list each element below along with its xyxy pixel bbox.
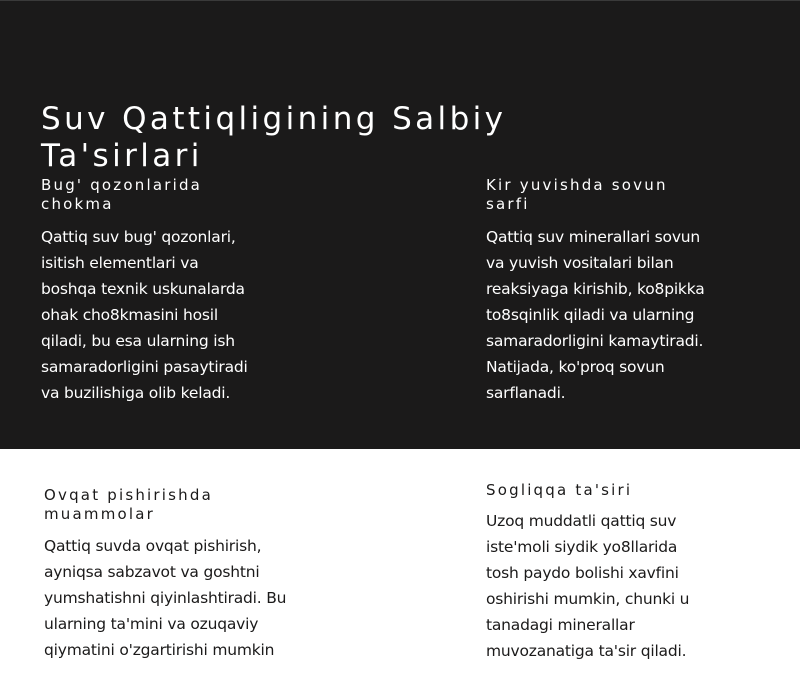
- card-heading: Sogliqqa ta'siri: [486, 481, 633, 499]
- card-body: Uzoq muddatli qattiq suv iste'moli siydik yo8llarida tosh paydo bolishi xavfini oshirishi mumkin, chunki u tanadagi minerallar muvozanatiga ta'sir qiladi.: [486, 512, 690, 660]
- card-health-impact: [486, 481, 706, 664]
- card-body: Qattiq suvda ovqat pishirish, ayniqsa sabzavot va goshtni yumshatishni qiyinlashtiradi. Bu ularning ta'mini va ozuqaviy qiymatini o'zgartirishi mumkin: [44, 537, 287, 659]
- card-heading: Ovqat pishirishda muammolar: [44, 486, 213, 523]
- card-heading: Bug' qozonlarida chokma: [41, 176, 203, 213]
- card-cooking-problems: [44, 486, 289, 663]
- card-soap-usage: [486, 176, 706, 406]
- card-boiler-scale: [41, 176, 256, 406]
- slide-title: Suv Qattiqligining Salbiy Ta'sirlari: [41, 101, 507, 174]
- card-heading: Kir yuvishda sovun sarfi: [486, 176, 668, 213]
- card-body: Qattiq suv minerallari sovun va yuvish vositalari bilan reaksiyaga kirishib, ko8pikka to8sqinlik qiladi va ularning samaradorligini kamaytiradi. Natijada, ko'proq sovun sarflanadi.: [486, 228, 705, 402]
- card-body: Qattiq suv bug' qozonlari, isitish elementlari va boshqa texnik uskunalarda ohak cho8kmasini hosil qiladi, bu esa ularning ish samaradorligini pasaytiradi va buzilishiga olib keladi.: [41, 228, 248, 402]
